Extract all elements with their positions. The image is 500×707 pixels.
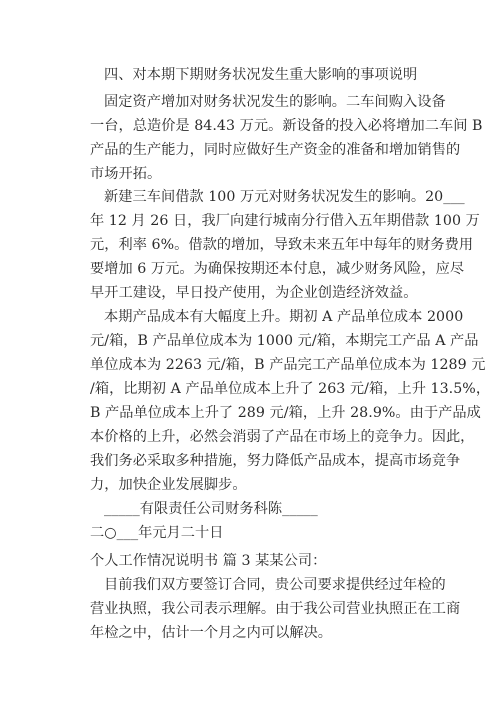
paragraph-line: /箱，比期初 A 产品单位成本上升了 263 元/箱，上升 13.5%，	[90, 381, 491, 397]
paragraph-line: B 产品单位成本上升了 289 元/箱，上升 28.9%。由于产品成	[90, 405, 481, 421]
paragraph-line: 市场开拓。	[90, 166, 162, 182]
paragraph-line: 早开工建设，早日投产使用，为企业创造经济效益。	[90, 285, 418, 301]
document-title-line: 个人工作情况说明书 篇 3 某某公司：	[90, 553, 327, 569]
paragraph-line: 要增加 6 万元。为确保按期还本付息，减少财务风险，应尽	[90, 261, 465, 277]
paragraph-line: 新建三车间借款 100 万元对财务状况发生的影响。20___	[104, 189, 465, 205]
paragraph-line: 目前我们双方要签订合同，贵公司要求提供经过年检的	[104, 577, 446, 593]
paragraph-line: 固定资产增加对财务状况发生的影响。二车间购入设备	[104, 94, 446, 110]
paragraph-line: 单位成本为 2263 元/箱，B 产品完工产品单位成本为 1289 元	[90, 357, 486, 373]
paragraph-line: 我们务必采取多种措施，努力降低产品成本，提高市场竞争	[90, 453, 461, 469]
paragraph-line: 营业执照，我公司表示理解。由于我公司营业执照正在工商	[90, 601, 461, 617]
paragraph-line: 元，利率 6%。借款的增加，导致未来五年中每年的财务费用	[90, 237, 474, 253]
section-heading: 四、对本期下期财务状况发生重大影响的事项说明	[104, 67, 418, 83]
paragraph-line: 年 12 月 26 日，我厂向建行城南分行借入五年期借款 100 万	[90, 213, 480, 229]
signature-line: _____有限责任公司财务科陈_____	[104, 501, 318, 517]
paragraph-line: 本价格的上升，必然会消弱了产品在市场上的竞争力。因此，	[90, 429, 475, 445]
paragraph-line: 元/箱，B 产品单位成本为 1000 元/箱，本期完工产品 A 产品	[90, 333, 479, 349]
paragraph-line: 一台，总造价是 84.43 万元。新设备的投入必将增加二车间 B	[90, 118, 483, 134]
date-line: 二○___年元月二十日	[90, 525, 224, 541]
paragraph-line: 本期产品成本有大幅度上升。期初 A 产品单位成本 2000	[104, 309, 464, 325]
paragraph-line: 力，加快企业发展脚步。	[90, 477, 247, 493]
paragraph-line: 年检之中，估计一个月之内可以解决。	[90, 625, 333, 641]
paragraph-line: 产品的生产能力，同时应做好生产资金的准备和增加销售的	[90, 142, 461, 158]
